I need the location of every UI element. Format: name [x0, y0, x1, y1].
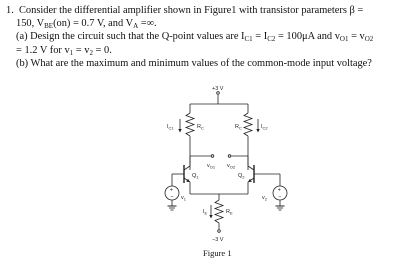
ic2-label: $I_{C2}$	[261, 124, 268, 131]
v2-minus-sign: −	[278, 194, 282, 201]
vo1-label: $v_{O1}$	[207, 163, 216, 170]
rc-right-label: $R_C$	[235, 124, 242, 131]
q1-emitter-arrow	[186, 179, 190, 182]
rc-left-resistor	[186, 113, 194, 136]
q1-label: $Q_1$	[192, 173, 199, 180]
q2-emitter-arrow	[248, 179, 252, 182]
figure-caption: Figure 1	[203, 248, 232, 258]
ie-label: $I_E$	[203, 209, 208, 216]
re-label: $R_E$	[226, 209, 233, 216]
part-b-line: (b) What are the maximum and minimum values of the common-mode input voltage?	[16, 57, 372, 69]
v2-plus-sign: +	[277, 187, 282, 194]
v1-minus-sign: −	[170, 194, 174, 201]
vo1-terminal	[211, 155, 214, 158]
rc-right-resistor	[244, 113, 252, 136]
vplus-label: +3 V	[212, 86, 224, 92]
vo2-terminal	[228, 155, 231, 158]
vplus-terminal	[217, 92, 220, 95]
part-a-line-2: = 1.2 V for $v_1 = v_2 = 0$.	[16, 44, 112, 57]
rc-left-label: $R_C$	[197, 124, 204, 131]
v1-label: $v_1$	[181, 195, 186, 202]
part-a-line-1: (a) Design the circuit such that the Q-point values are $I_{C1} = I_{C2} = 100\mu A$ and $v_{O1} = v_{O2}$	[16, 31, 374, 44]
q2-label: $Q_2$	[238, 173, 245, 180]
vo2-label: $v_{O2}$	[227, 163, 236, 170]
ic1-label: $I_{C1}$	[167, 124, 174, 131]
re-resistor	[215, 200, 223, 223]
problem-intro: Consider the differential amplifier shown in Figure1 with transistor parameters β =	[19, 5, 364, 16]
vminus-terminal	[218, 230, 221, 233]
vminus-label: −3 V	[212, 237, 224, 243]
problem-number: 1.	[6, 5, 14, 16]
v2-label: $v_2$	[262, 195, 267, 202]
v1-plus-sign: +	[169, 187, 174, 194]
problem-line-2: 150, $V_{BE}(on) = 0.7$ V, and $V_A$ =∞.	[16, 18, 157, 31]
